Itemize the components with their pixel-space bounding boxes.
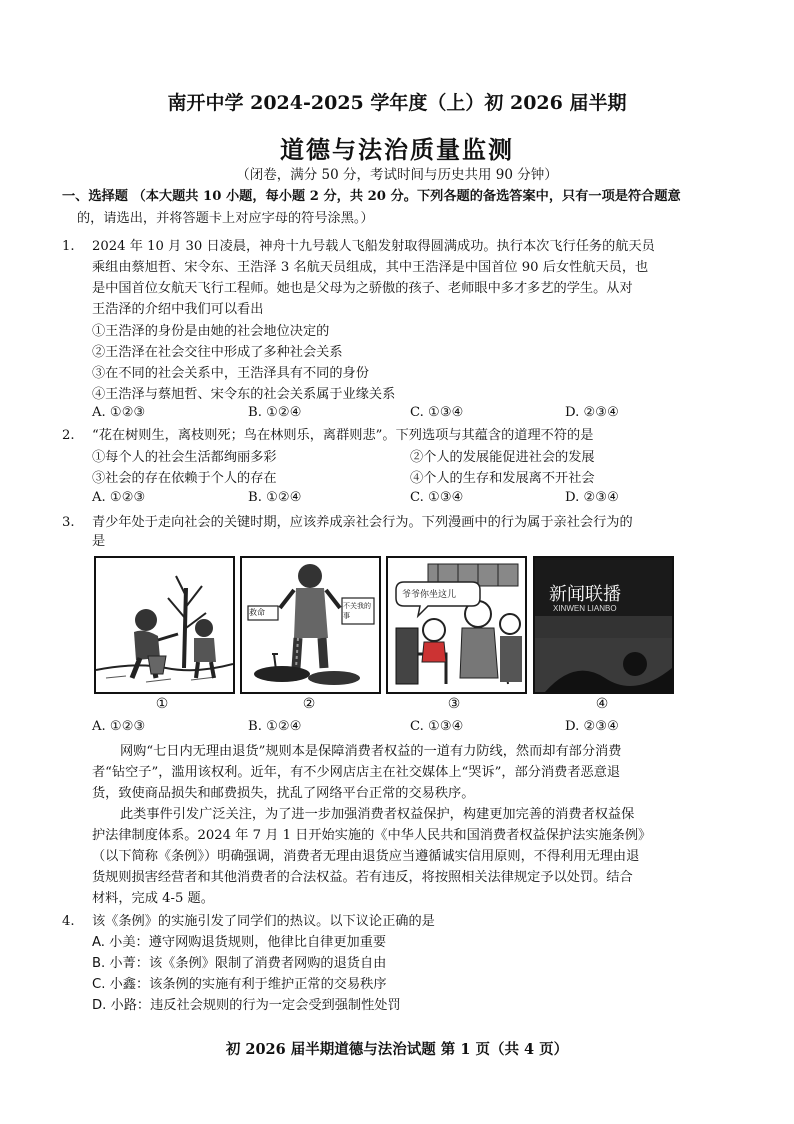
cartoon-panel-4 [533,556,674,694]
exam-header-title: 南开中学 2024-2025 学年度（上）初 2026 届半期 [167,92,627,114]
tree-planting-illustration [96,558,233,692]
q2-item: ④个人的生存和发展离不开社会 [410,471,595,486]
q1-stem-line: 2024 年 10 月 30 日凌晨，神舟十九号载人飞船发射取得圆满成功。执行本次飞行任务的航天员 [92,239,655,254]
exam-note: （闭卷，满分 50 分，考试时间与历史共用 90 分钟） [236,167,558,183]
q2-stem: “花在树则生，离枝则死；鸟在林则乐，离群则悲”。下列选项与其蕴含的道理不符的是 [92,428,594,443]
q1-stem-line: 乘组由蔡旭哲、宋令东、王浩泽 3 名航天员组成，其中王浩泽是中国首位 90 后女性航天员，也 [92,260,649,275]
q3-option-b[interactable]: B. ①②④ [248,719,302,734]
q3-number: 3. [62,515,75,530]
section1-instruction-line1: 一、选择题 （本大题共 10 小题，每小题 2 分，共 20 分。下列各题的备选答案中，只有一项是符合题意 [62,189,681,204]
q2-option-d[interactable]: D. ②③④ [565,490,619,505]
q1-stem-line: 王浩泽的介绍中我们可以看出 [92,302,264,317]
q1-option-b[interactable]: B. ①②④ [248,405,302,420]
q1-option-a[interactable]: A. ①②③ [92,405,146,420]
q4-option-c[interactable]: C. 小鑫：该条例的实施有利于维护正常的交易秩序 [92,977,387,992]
q2-option-a[interactable]: A. ①②③ [92,490,146,505]
material-paragraph-line: （以下简称《条例》）明确强调，消费者无理由退货应当遵循诚实信用原则，不得利用无理由退 [92,849,640,864]
panel4-news-subtitle: XINWEN LIANBO [553,604,617,613]
exam-subject-title: 道德与法治质量监测 [280,135,514,164]
ignore-help-illustration [242,558,379,692]
page-footer: 初 2026 届半期道德与法治试题 第 1 页（共 4 页） [225,1041,569,1058]
panel2-sign-notmybusiness: 不关我的事 [343,602,371,620]
q3-option-d[interactable]: D. ②③④ [565,719,619,734]
q1-item: ③在不同的社会关系中，王浩泽具有不同的身份 [92,366,369,381]
material-paragraph-line: 材料，完成 4-5 题。 [92,891,214,906]
cartoon-label-2: ② [302,696,316,712]
panel3-speech-bubble: 爷爷你坐这儿 [402,590,457,600]
watching-news-illustration [535,558,672,692]
material-paragraph-line: 护法律制度体系。2024 年 7 月 1 日开始实施的《中华人民共和国消费者权益保护法实施条例》 [92,828,652,843]
q3-option-c[interactable]: C. ①③④ [410,719,464,734]
q2-number: 2. [62,428,75,443]
panel2-sign-help: 救命 [249,608,265,617]
panel4-news-title: 新闻联播 [549,584,621,604]
offer-seat-illustration [388,558,525,692]
material-paragraph-line: 货规则损害经营者和其他消费者的合法权益。若有违反，将按照相关法律规定予以处罚。结合 [92,870,633,885]
q1-option-d[interactable]: D. ②③④ [565,405,619,420]
q4-number: 4. [62,914,75,929]
material-paragraph-line: 者“钻空子”，滥用该权利。近年，有不少网店店主在社交媒体上“哭诉”，部分消费者恶意退 [92,765,621,780]
q4-option-b[interactable]: B. 小菁：该《条例》限制了消费者网购的退货自由 [92,956,387,971]
section1-instruction-line2: 的，请选出，并将答题卡上对应字母的符号涂黑。） [77,211,374,226]
q4-stem: 该《条例》的实施引发了同学们的热议。以下议论正确的是 [92,914,435,929]
q3-stem-line1: 青少年处于走向社会的关键时期，应该养成亲社会行为。下列漫画中的行为属于亲社会行为的 [92,515,633,530]
cartoon-label-3: ③ [447,696,461,712]
material-paragraph-line: 此类事件引发广泛关注，为了进一步加强消费者权益保护，构建更加完善的消费者权益保 [120,807,635,822]
cartoon-label-1: ① [155,696,169,712]
q1-item: ②王浩泽在社会交往中形成了多种社会关系 [92,345,343,360]
q1-item: ①王浩泽的身份是由她的社会地位决定的 [92,324,330,339]
q2-item: ①每个人的社会生活都绚丽多彩 [92,450,277,465]
q1-number: 1. [62,239,75,254]
cartoon-panel-3 [386,556,527,694]
q1-item: ④王浩泽与蔡旭哲、宋令东的社会关系属于业缘关系 [92,387,396,402]
q4-option-a[interactable]: A. 小美：遵守网购退货规则，他律比自律更加重要 [92,935,387,950]
cartoon-panel-1 [94,556,235,694]
cartoon-panel-2 [240,556,381,694]
material-paragraph-line: 货，致使商品损失和邮费损失，扰乱了网络平台正常的交易秩序。 [92,786,475,801]
q2-item: ②个人的发展能促进社会的发展 [410,450,595,465]
q2-item: ③社会的存在依赖于个人的存在 [92,471,277,486]
cartoon-label-4: ④ [595,696,609,712]
q2-option-b[interactable]: B. ①②④ [248,490,302,505]
q3-stem-line2: 是 [92,534,106,549]
q3-option-a[interactable]: A. ①②③ [92,719,146,734]
q1-option-c[interactable]: C. ①③④ [410,405,464,420]
q2-option-c[interactable]: C. ①③④ [410,490,464,505]
material-paragraph-line: 网购“七日内无理由退货”规则本是保障消费者权益的一道有力防线，然而却有部分消费 [120,744,622,759]
q1-stem-line: 是中国首位女航天飞行工程师。她也是父母为之骄傲的孩子、老师眼中多才多艺的学生。从对 [92,281,633,296]
q4-option-d[interactable]: D. 小路：违反社会规则的行为一定会受到强制性处罚 [92,998,401,1013]
